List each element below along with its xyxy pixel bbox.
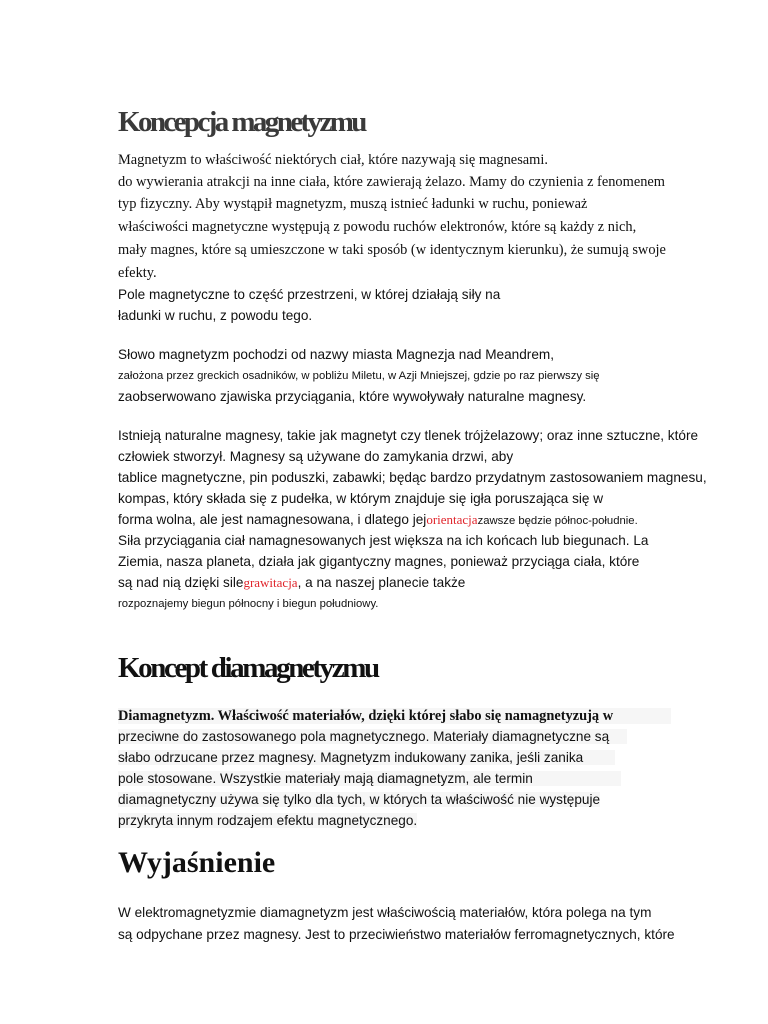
paragraph-line: zaobserwowano zjawiska przyciągania, które wywoływały naturalne magnesy.	[118, 389, 587, 404]
paragraph-line: Siła przyciągania ciał namagnesowanych jest większa na ich końcach lub biegunach. La	[118, 533, 649, 548]
paragraph-line: Pole magnetyczne to część przestrzeni, w której działają siły na	[118, 287, 501, 302]
definition-bold-text: Diamagnetyzm. Właściwość materiałów, dzięki której słabo się namagnetyzują w	[118, 708, 671, 724]
text-fragment: przykryta innym rodzajem efektu magnetycznego.	[118, 813, 418, 828]
paragraph-line: rozpoznajemy biegun północny i biegun południowy.	[118, 598, 379, 610]
paragraph-line: Ziemia, nasza planeta, działa jak gigantyczny magnes, ponieważ przyciąga ciała, które	[118, 554, 640, 569]
paragraph-line	[118, 727, 627, 747]
paragraph-line: mały magnes, które są umieszczone w taki sposób (w identycznym kierunku), że sumują swoje	[118, 242, 666, 258]
paragraph-line: założona przez greckich osadników, w pobliżu Miletu, w Azji Mniejszej, gdzie po raz pierwszy się	[118, 370, 600, 382]
paragraph-line	[118, 811, 417, 831]
paragraph-line: Istnieją naturalne magnesy, takie jak magnetyt czy tlenek trójżelazowy; oraz inne sztuczne, które	[118, 428, 699, 443]
text-fragment: diamagnetyczny używa się tylko dla tych, w których ta właściwość nie występuje	[118, 792, 601, 807]
paragraph-line: typ fizyczny. Aby wystąpił magnetyzm, muszą istnieć ładunki w ruchu, ponieważ	[118, 196, 588, 212]
paragraph-line	[118, 573, 465, 593]
paragraph-line	[118, 706, 671, 726]
paragraph-line: kompas, który składa się z pudełka, w którym znajduje się igła poruszająca się w	[118, 491, 604, 506]
paragraph-line: do wywierania atrakcji na inne ciała, które zawierają żelazo. Mamy do czynienia z fenomenem	[118, 174, 665, 190]
text-fragment: przeciwne do zastosowanego pola magnetycznego. Materiały diamagnetyczne są	[118, 729, 627, 744]
paragraph-line	[118, 510, 638, 531]
paragraph-line: człowiek stworzył. Magnesy są używane do zamykania drzwi, aby	[118, 449, 514, 464]
text-fragment: forma wolna, ale jest namagnesowana, i dlatego jej	[118, 512, 427, 527]
paragraph-line: Magnetyzm to właściwość niektórych ciał, które nazywają się magnesami.	[118, 152, 548, 168]
heading-koncept-diamagnetyzmu: Koncept diamagnetyzmu	[118, 652, 378, 684]
heading-wyjasnienie: Wyjaśnienie	[118, 846, 276, 879]
text-fragment: pole stosowane. Wszystkie materiały mają diamagnetyzm, ale termin	[118, 771, 621, 786]
text-fragment: , a na naszej planecie także	[297, 575, 466, 590]
paragraph-line: efekty.	[118, 265, 157, 281]
paragraph-line	[118, 769, 621, 789]
paragraph-line: W elektromagnetyzmie diamagnetyzm jest właściwością materiałów, która polega na tym	[118, 905, 652, 920]
text-fragment: zawsze będzie północ-południe.	[477, 515, 638, 527]
text-fragment: są nad nią dzięki sile	[118, 575, 244, 590]
paragraph-line	[118, 790, 600, 810]
paragraph-line: ładunki w ruchu, z powodu tego.	[118, 308, 313, 323]
link-orientacja[interactable]: orientacja	[426, 512, 478, 527]
heading-koncepcja-magnetyzmu: Koncepcja magnetyzmu	[118, 106, 365, 138]
paragraph-line: właściwości magnetyczne występują z powodu ruchów elektronów, które są każdy z nich,	[118, 219, 637, 235]
text-fragment: słabo odrzucane przez magnesy. Magnetyzm indukowany zanika, jeśli zanika	[118, 750, 615, 765]
paragraph-line: są odpychane przez magnesy. Jest to przeciwieństwo materiałów ferromagnetycznych, które	[118, 927, 675, 942]
paragraph-line: tablice magnetyczne, pin poduszki, zabawki; będąc bardzo przydatnym zastosowaniem magnesu,	[118, 470, 707, 485]
link-grawitacja[interactable]: grawitacja	[243, 575, 298, 590]
paragraph-line	[118, 748, 615, 768]
paragraph-line: Słowo magnetyzm pochodzi od nazwy miasta Magnezja nad Meandrem,	[118, 347, 554, 362]
